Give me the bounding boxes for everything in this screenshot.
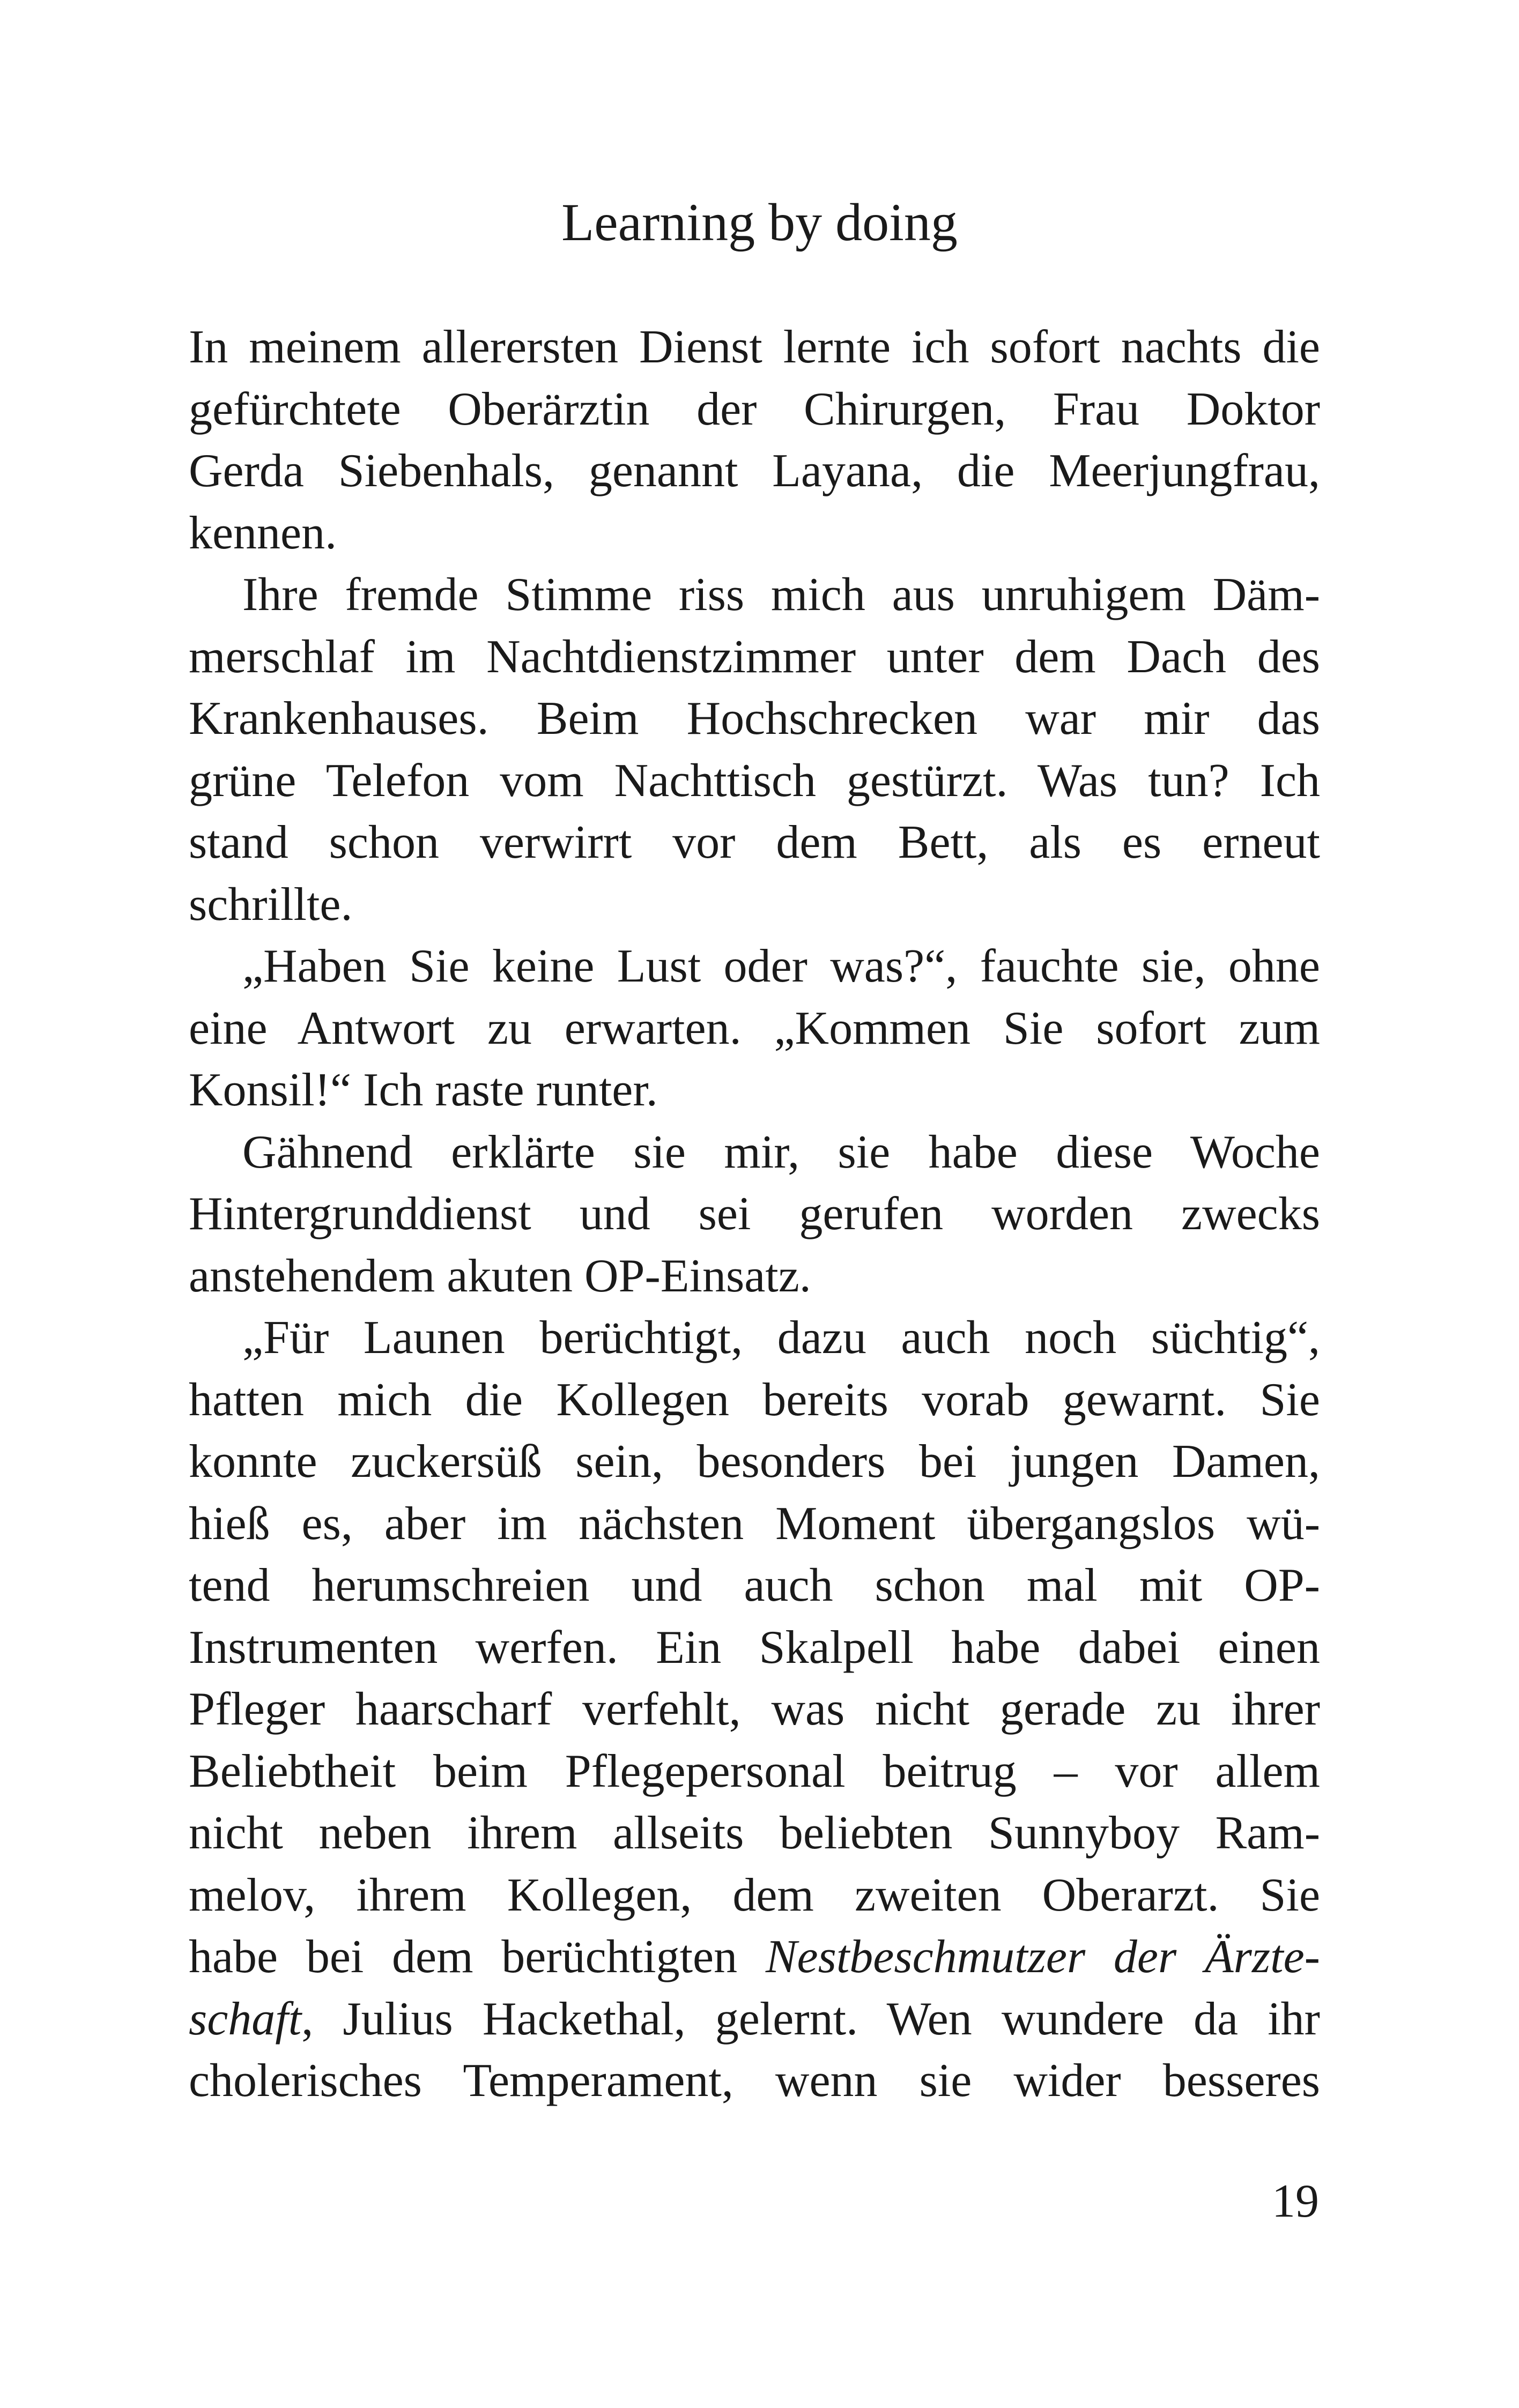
text-line: cholerisches Temperament, wenn sie wider besseres: [189, 2055, 1320, 2107]
text-line: schrillte.: [189, 878, 353, 931]
text-line: Konsil!“ Ich raste runter.: [189, 1064, 658, 1116]
text-line: Gähnend erklärte sie mir, sie habe diese Woche: [242, 1126, 1320, 1178]
text-line: konnte zuckersüß sein, besonders bei jungen Damen,: [189, 1436, 1320, 1488]
text-line: tend herumschreien und auch schon mal mit OP-: [189, 1559, 1320, 1611]
text-line: merschlaf im Nachtdienstzimmer unter dem Dach des: [189, 630, 1320, 683]
text-line: In meinem allerersten Dienst lernte ich sofort nachts die: [189, 321, 1320, 373]
text-line: „Haben Sie keine Lust oder was?“, fauchte sie, ohne: [242, 940, 1320, 992]
text-line: Instrumenten werfen. Ein Skalpell habe dabei einen: [189, 1621, 1320, 1674]
text-line: anstehendem akuten OP-Einsatz.: [189, 1250, 811, 1302]
text-line: gefürchtete Oberärztin der Chirurgen, Frau Doktor: [189, 383, 1320, 435]
text-line: melov, ihrem Kollegen, dem zweiten Oberarzt. Sie: [189, 1869, 1320, 1921]
page-number: 19: [1272, 2175, 1319, 2227]
text-line: schaft, Julius Hackethal, gelernt. Wen wundere da ihr: [189, 1993, 1320, 2045]
text-line: Beliebtheit beim Pflegepersonal beitrug – vor allem: [189, 1745, 1320, 1797]
text-line: Gerda Siebenhals, genannt Layana, die Meerjungfrau,: [189, 445, 1320, 497]
text-line: habe bei dem berüchtigten Nestbeschmutzer der Ärzte-: [189, 1931, 1320, 1983]
text-line: Pfleger haarscharf verfehlt, was nicht gerade zu ihrer: [189, 1683, 1320, 1735]
chapter-title: Learning by doing: [561, 192, 958, 252]
text-line: „Für Launen berüchtigt, dazu auch noch süchtig“,: [242, 1312, 1320, 1364]
text-line: Ihre fremde Stimme riss mich aus unruhigem Däm-: [242, 569, 1320, 621]
text-line: nicht neben ihrem allseits beliebten Sunnyboy Ram-: [189, 1807, 1320, 1859]
text-line: hieß es, aber im nächsten Moment übergangslos wü-: [189, 1497, 1320, 1550]
italic-text: Nestbeschmutzer der Ärzte-: [765, 1931, 1320, 1983]
text-line: kennen.: [189, 507, 337, 559]
text-line: hatten mich die Kollegen bereits vorab gewarnt. Sie: [189, 1373, 1320, 1426]
body-text: [189, 316, 1320, 2112]
italic-text: schaft: [189, 1993, 302, 2045]
text-line: eine Antwort zu erwarten. „Kommen Sie sofort zum: [189, 1002, 1320, 1054]
text-line: grüne Telefon vom Nachttisch gestürzt. Was tun? Ich: [189, 754, 1320, 807]
text-line: Krankenhauses. Beim Hochschrecken war mir das: [189, 693, 1320, 745]
text-line: stand schon verwirrt vor dem Bett, als es erneut: [189, 816, 1320, 868]
text-line: Hintergrunddienst und sei gerufen worden zwecks: [189, 1188, 1320, 1240]
